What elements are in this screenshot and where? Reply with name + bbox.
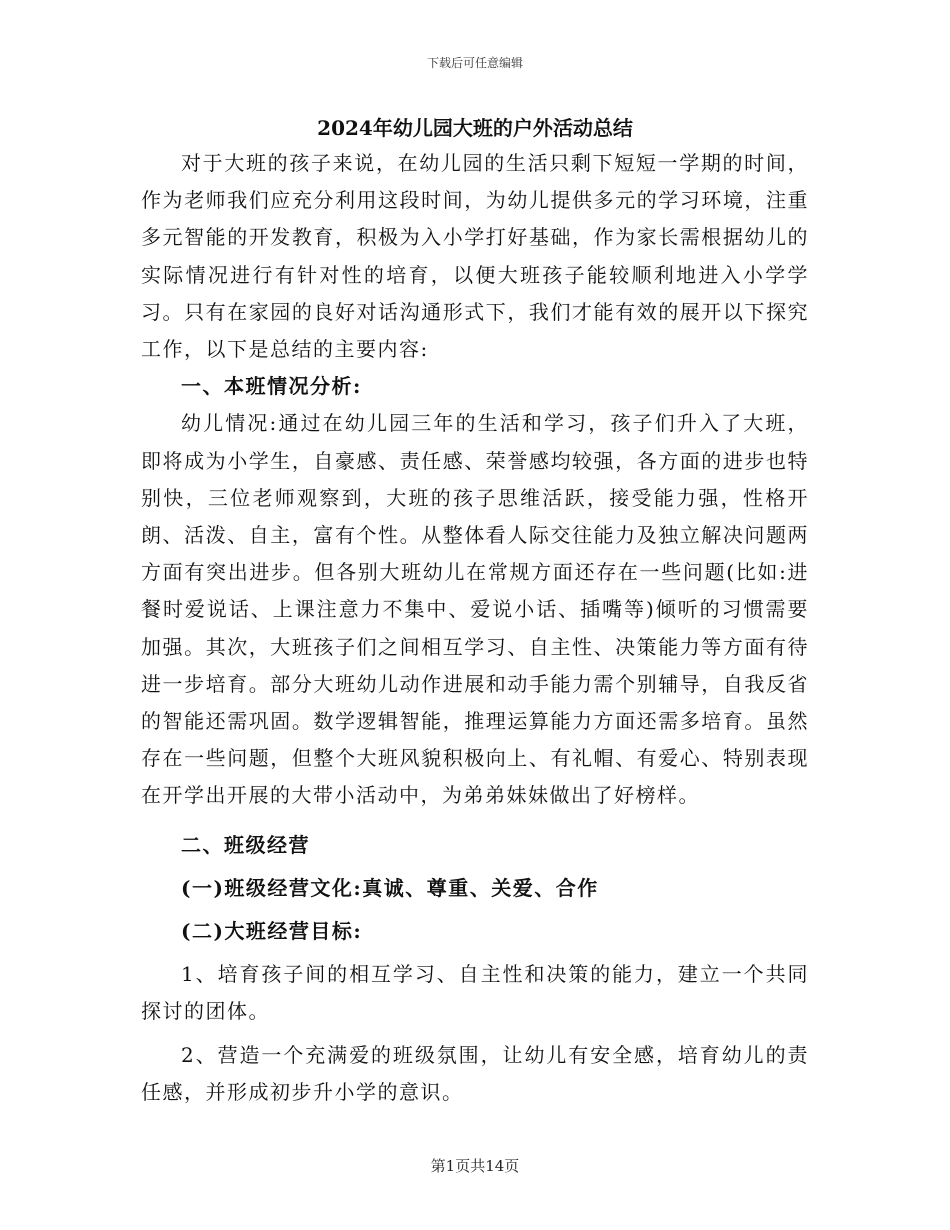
goal-item-2: 2、营造一个充满爱的班级氛围，让幼儿有安全感，培育幼儿的责任感，并形成初步升小学的意识。 — [141, 1042, 809, 1104]
document-title: 2024年幼儿园大班的户外活动总结 — [317, 116, 633, 140]
section-2-subheading-goals: (二)大班经营目标: — [181, 919, 363, 944]
section-2-subheading-culture: (一)班级经营文化:真诚、尊重、关爱、合作 — [181, 875, 599, 900]
section-1-heading: 一、本班情况分析: — [181, 374, 362, 399]
goal-item-1: 1、培育孩子间的相互学习、自主性和决策的能力，建立一个共同探讨的团体。 — [141, 962, 809, 1024]
section-2-heading: 二、班级经营 — [181, 832, 310, 857]
document-body — [141, 145, 809, 1111]
page-number-footer: 第1页共14页 — [430, 1157, 520, 1175]
intro-paragraph: 对于大班的孩子来说，在幼儿园的生活只剩下短短一学期的时间，作为老师我们应充分利用这段时间，为幼儿提供多元的学习环境，注重多元智能的开发教育，积极为入小学打好基础，作为家长需根据幼儿的实际情况进行有针对性的培育，以便大班孩子能较顺利地进入小学学习。只有在家园的良好对话沟通形式下，我们才能有效的展开以下探究工作，以下是总结的主要内容: — [141, 151, 809, 362]
section-1-paragraph: 幼儿情况:通过在幼儿园三年的生活和学习，孩子们升入了大班，即将成为小学生，自豪感、责任感、荣誉感均较强，各方面的进步也特别快，三位老师观察到，大班的孩子思维活跃，接受能力强，性格开朗、活泼、自主，富有个性。从整体看人际交往能力及独立解决问题两方面有突出进步。但各别大班幼儿在常规方面还存在一些问题(比如:进餐时爱说话、上课注意力不集中、爱说小话、插嘴等)倾听的习惯需要加强。其次，大班孩子们之间相互学习、自主性、决策能力等方面有待进一步培育。部分大班幼儿动作进展和动手能力需个别辅导，自我反省的智能还需巩固。数学逻辑智能，推理运算能力方面还需多培育。虽然存在一些问题，但整个大班风貌积极向上、有礼帽、有爱心、特别表现在开学出开展的大带小活动中，为弟弟妹妹做出了好榜样。 — [141, 411, 809, 808]
header-note: 下载后可任意编辑 — [426, 56, 523, 70]
